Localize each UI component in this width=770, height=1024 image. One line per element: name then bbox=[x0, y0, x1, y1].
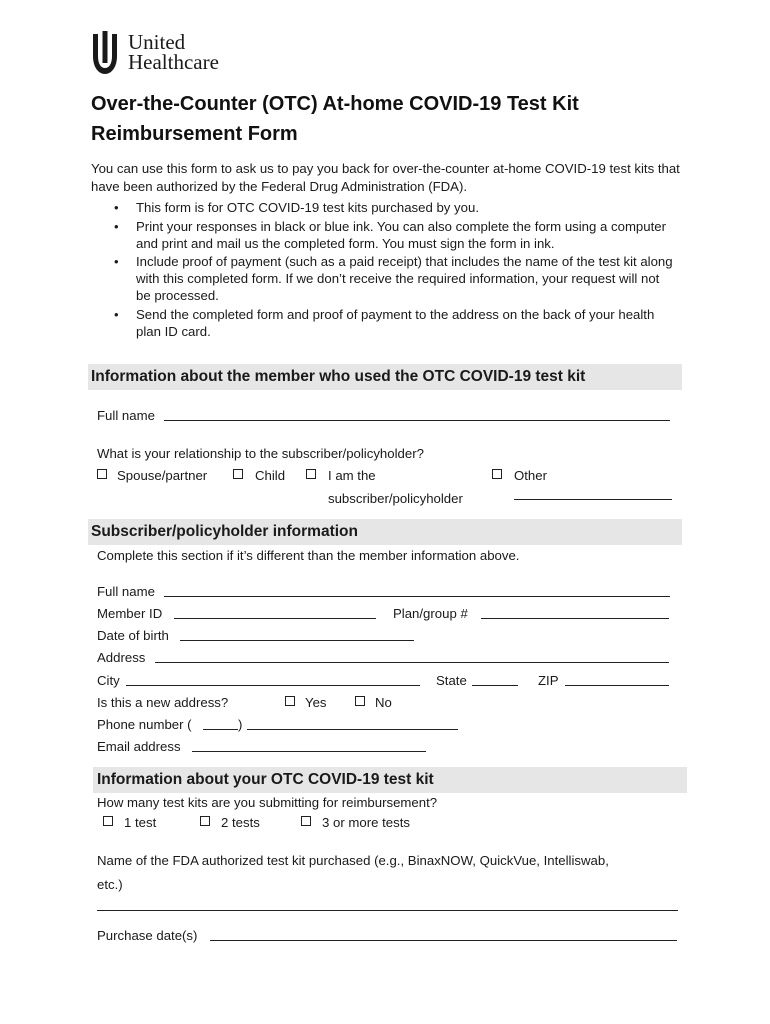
zip-field[interactable] bbox=[565, 685, 669, 686]
zip-label: ZIP bbox=[538, 673, 559, 688]
spouse-label: Spouse/partner bbox=[117, 468, 208, 483]
two-tests-label: 2 tests bbox=[221, 815, 260, 830]
phone-number-field[interactable] bbox=[247, 729, 458, 730]
kit-name-question-line2: etc.) bbox=[97, 877, 123, 892]
city-field[interactable] bbox=[126, 685, 420, 686]
instructions-list bbox=[114, 199, 674, 341]
intro-paragraph: You can use this form to ask us to pay you back for over-the-counter at-home COVID-19 test kits that have been authorized by the Federal Drug Administration (FDA). bbox=[91, 161, 680, 194]
three-or-more-tests-label: 3 or more tests bbox=[322, 815, 410, 830]
form-title-line2: Reimbursement Form bbox=[91, 123, 298, 145]
plan-group-label: Plan/group # bbox=[393, 606, 468, 621]
email-field[interactable] bbox=[192, 751, 426, 752]
new-address-no-label: No bbox=[375, 695, 392, 710]
email-label: Email address bbox=[97, 739, 181, 754]
kit-name-question-line1: Name of the FDA authorized test kit purchased (e.g., BinaxNOW, QuickVue, Intelliswab, bbox=[97, 853, 609, 868]
instruction-item: • Print your responses in black or blue ink. You can also complete the form using a computer and print and mail us the completed form. You must sign the form in ink. bbox=[114, 218, 674, 252]
city-label: City bbox=[97, 673, 120, 688]
self-label-line1: I am the bbox=[328, 468, 376, 483]
new-address-question: Is this a new address? bbox=[97, 695, 229, 710]
self-checkbox[interactable] bbox=[306, 469, 316, 479]
subscriber-section-heading: Subscriber/policyholder information bbox=[88, 519, 682, 545]
spouse-checkbox[interactable] bbox=[97, 469, 107, 479]
self-label-line2: subscriber/policyholder bbox=[328, 491, 463, 506]
logo-wordmark bbox=[128, 32, 219, 72]
phone-label: Phone number ( bbox=[97, 717, 192, 732]
state-label: State bbox=[436, 673, 467, 688]
dob-label: Date of birth bbox=[97, 628, 169, 643]
plan-group-field[interactable] bbox=[481, 618, 669, 619]
instruction-item: • Send the completed form and proof of payment to the address on the back of your health plan ID card. bbox=[114, 306, 674, 340]
member-id-field[interactable] bbox=[174, 618, 376, 619]
member-full-name-label: Full name bbox=[97, 408, 155, 423]
unitedhealthcare-u-icon bbox=[90, 30, 120, 76]
other-relationship-field[interactable] bbox=[514, 499, 672, 500]
instruction-item: • Include proof of payment (such as a paid receipt) that includes the name of the test kit along with this completed form. If we don’t receive the required information, your request will not be processed. bbox=[114, 253, 674, 304]
three-or-more-tests-checkbox[interactable] bbox=[301, 816, 311, 826]
kit-name-field[interactable] bbox=[97, 910, 678, 911]
child-checkbox[interactable] bbox=[233, 469, 243, 479]
address-label: Address bbox=[97, 650, 146, 665]
member-section-heading: Information about the member who used the OTC COVID-19 test kit bbox=[88, 364, 682, 390]
two-tests-checkbox[interactable] bbox=[200, 816, 210, 826]
other-checkbox[interactable] bbox=[492, 469, 502, 479]
logo-line2: Healthcare bbox=[128, 50, 219, 74]
test-kit-section-heading: Information about your OTC COVID-19 test kit bbox=[93, 767, 687, 793]
unitedhealthcare-logo bbox=[90, 30, 270, 78]
address-field[interactable] bbox=[155, 662, 669, 663]
member-id-label: Member ID bbox=[97, 606, 163, 621]
new-address-yes-checkbox[interactable] bbox=[285, 696, 295, 706]
purchase-date-field[interactable] bbox=[210, 940, 677, 941]
other-label: Other bbox=[514, 468, 547, 483]
child-label: Child bbox=[255, 468, 286, 483]
one-test-checkbox[interactable] bbox=[103, 816, 113, 826]
kit-count-question: How many test kits are you submitting for reimbursement? bbox=[97, 795, 438, 810]
new-address-no-checkbox[interactable] bbox=[355, 696, 365, 706]
phone-paren-close: ) bbox=[238, 717, 243, 732]
member-full-name-field[interactable] bbox=[164, 420, 670, 421]
dob-field[interactable] bbox=[180, 640, 414, 641]
logo-line1: United bbox=[128, 30, 186, 54]
new-address-yes-label: Yes bbox=[305, 695, 327, 710]
form-title-line1: Over-the-Counter (OTC) At-home COVID-19 Test Kit bbox=[91, 93, 579, 115]
phone-area-code-field[interactable] bbox=[203, 729, 238, 730]
subscriber-full-name-label: Full name bbox=[97, 584, 155, 599]
subscriber-full-name-field[interactable] bbox=[164, 596, 670, 597]
instruction-item: • This form is for OTC COVID-19 test kits purchased by you. bbox=[114, 199, 674, 216]
state-field[interactable] bbox=[472, 685, 518, 686]
one-test-label: 1 test bbox=[124, 815, 157, 830]
subscriber-section-note: Complete this section if it’s different than the member information above. bbox=[97, 548, 520, 563]
relationship-question: What is your relationship to the subscriber/policyholder? bbox=[97, 446, 424, 461]
purchase-date-label: Purchase date(s) bbox=[97, 928, 198, 943]
